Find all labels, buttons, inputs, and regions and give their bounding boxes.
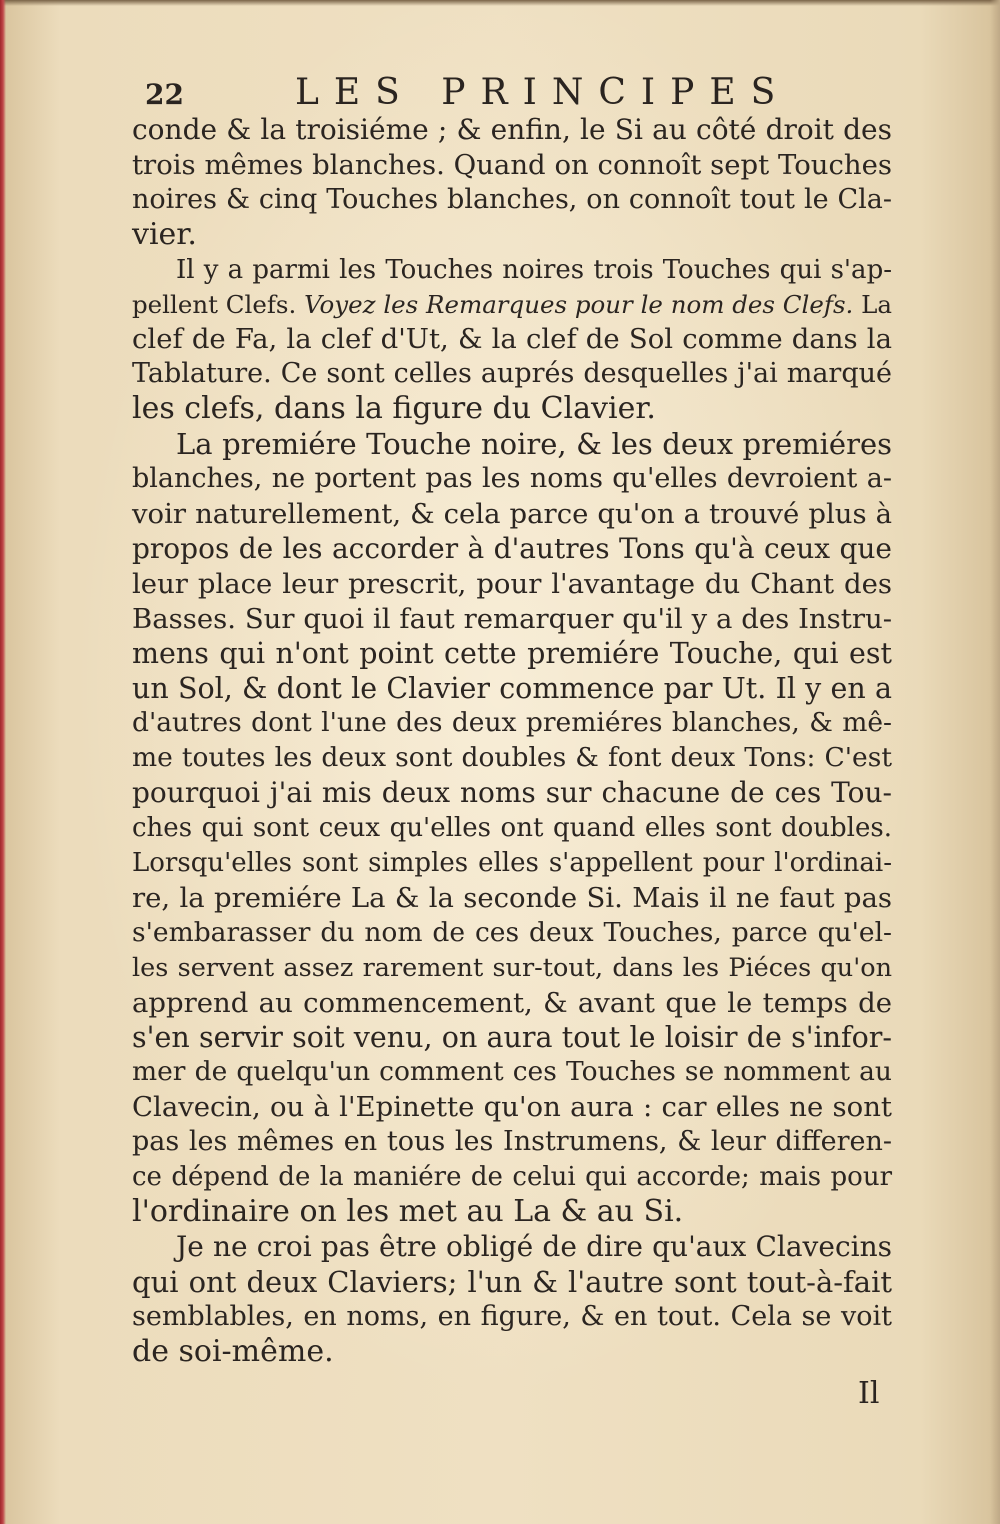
text-line: clef de Fa, la clef d'Ut, & la clef de Sol comme dans la	[132, 323, 892, 356]
text-line: ce dépend de la maniére de celui qui accorde; mais pour	[132, 1162, 892, 1193]
text-line: un Sol, & dont le Clavier commence par Ut. Il y en a	[132, 671, 892, 705]
text-line: de soi-même.	[132, 1333, 334, 1369]
text-line: Clavecin, ou à l'Epinette qu'on aura : car elles ne sont	[132, 1091, 892, 1124]
text-line: leur place leur prescrit, pour l'avantage du Chant des	[132, 567, 892, 600]
running-header	[145, 72, 900, 116]
text-line: Je ne croi pas être obligé de dire qu'aux Clavecins	[176, 1230, 892, 1263]
text-line: Lorsqu'elles sont simples elles s'appellent pour l'ordinai-	[132, 848, 892, 879]
text-line: blanches, ne portent pas les noms qu'elles devroient a-	[132, 463, 892, 495]
text-line: ches qui sont ceux qu'elles ont quand elles sont doubles.	[132, 813, 892, 844]
text-line: Tablature. Ce sont celles auprés desquelles j'ai marqué	[132, 358, 892, 390]
text-line: pellent Clefs. Voyez les Remarques pour le nom des Clefs. La	[132, 289, 892, 319]
text-line: propos de les accorder à d'autres Tons qu'à ceux que	[132, 531, 892, 565]
text-line: pourquoi j'ai mis deux noms sur chacune de ces Tou-	[132, 776, 892, 810]
text-line: semblables, en noms, en figure, & en tout. Cela se voit	[132, 1300, 892, 1332]
running-title: LES PRINCIPES	[295, 72, 791, 113]
text-line: qui ont deux Claviers; l'un & l'autre sont tout-à-fait	[132, 1264, 892, 1299]
text-line: me toutes les deux sont doubles & font deux Tons: C'est	[132, 742, 892, 774]
text-line: mens qui n'ont point cette premiére Touche, qui est	[132, 636, 892, 670]
text-line: trois mêmes blanches. Quand on connoît sept Touches	[132, 148, 892, 181]
text-line: l'ordinaire on les met au La & au Si.	[132, 1194, 684, 1230]
text-line: d'autres dont l'une des deux premiéres blanches, & mê-	[132, 707, 892, 739]
text-line: La premiére Touche noire, & les deux premiéres	[176, 427, 892, 462]
text-line: mer de quelqu'un comment ces Touches se nomment au	[132, 1056, 892, 1088]
text-line: conde & la troisiéme ; & enfin, le Si au côté droit des	[132, 113, 892, 146]
text-line: Il y a parmi les Touches noires trois Touches qui s'ap-	[176, 254, 892, 285]
text-line: re, la premiére La & la seconde Si. Mais il ne faut pas	[132, 881, 892, 914]
text-line: s'embarasser du nom de ces deux Touches, parce qu'el-	[132, 916, 892, 948]
text-line: les clefs, dans la figure du Clavier.	[132, 391, 656, 427]
body-text	[132, 113, 892, 1370]
text-line: apprend au commencement, & avant que le temps de	[132, 986, 892, 1019]
catchword: Il	[858, 1376, 880, 1411]
page-right-edge	[990, 0, 1000, 1524]
text-line: s'en servir soit venu, on aura tout le loisir de s'infor-	[132, 1020, 892, 1054]
text-line: Basses. Sur quoi il faut remarquer qu'il y a des Instru-	[132, 602, 892, 635]
text-line: noires & cinq Touches blanches, on connoît tout le Cla-	[132, 183, 892, 215]
text-line: voir naturellement, & cela parce qu'on a trouvé plus à	[132, 497, 892, 530]
page-top-edge	[0, 0, 1000, 6]
text-line: les servent assez rarement sur-tout, dans les Piéces qu'on	[132, 952, 892, 983]
italic-reference: Voyez les Remarques pour le nom des Clefs.	[304, 289, 854, 319]
text-line: vier.	[132, 216, 197, 252]
binding-edge	[0, 0, 6, 1524]
page-number: 22	[145, 78, 184, 111]
text-line: pas les mêmes en tous les Instrumens, & leur differen-	[132, 1126, 892, 1158]
